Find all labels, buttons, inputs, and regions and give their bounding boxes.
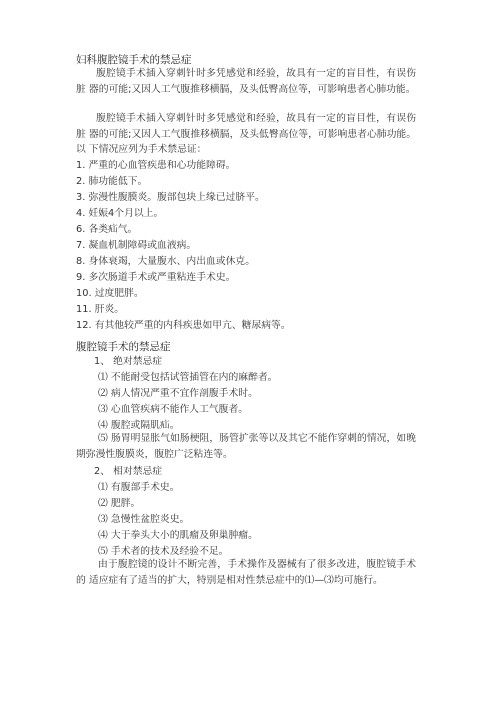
list-item: ⑸ 手术者的技术及经验不足。 [98, 546, 229, 557]
list-item: 1. 严重的心血管疾患和心功能障碍。 [76, 160, 236, 171]
list-item: 11. 肝炎。 [76, 304, 125, 315]
list-item: 2. 肺功能低下。 [76, 176, 148, 187]
closing-paragraph: 由于腹腔镜的设计不断完善，手术操作及器械有了很多改进，腹腔镜手术的 适应症有了适当的扩大，特别是相对性禁忌症中的⑴—⑶均可施行。 [76, 559, 416, 586]
list-item: 4. 妊娠4个月以上。 [76, 208, 164, 219]
list-item: ⑶ 心血管疾病不能作人工气腹者。 [98, 404, 249, 415]
section-2-title: 腹腔镜手术的禁忌症 [76, 341, 171, 353]
absolute-contraindication-heading: 1、 绝对禁忌症 [94, 356, 163, 367]
list-item: 12. 有其他较严重的内科疾患如甲亢、糖尿病等。 [76, 320, 291, 331]
list-item: ⑴ 有腹部手术史。 [98, 482, 180, 493]
list-item: ⑴ 不能耐受包括试管插管在内的麻醉者。 [98, 372, 278, 383]
list-item: ⑸ 肠胃明显胀气如肠梗阻，肠管扩张等以及其它不能作穿刺的情况，如晚 期弥漫性腹膜炎，腹腔广泛粘连等。 [76, 433, 416, 460]
section-1-paragraph-2: 腹腔镜手术插入穿刺针时多凭感觉和经验，故具有一定的盲目性，有误伤脏 器的可能;又因人工气腹推移横膈，及头低臀高位等，可影响患者心肺功能。以 下情况应列为手术禁忌证： [76, 113, 416, 155]
list-item: ⑷ 大于拳头大小的肌瘤及卵巢肿瘤。 [98, 530, 258, 541]
section-1-paragraph-1: 腹腔镜手术插入穿刺针时多凭感觉和经验，故具有一定的盲目性，有误伤脏 器的可能;又因人工气腹推移横膈，及头低臀高位等，可影响患者心肺功能。 [76, 68, 416, 95]
list-item: ⑷ 腹腔或隔肌疝。 [98, 420, 180, 431]
section-1-title: 妇科腹腔镜手术的禁忌症 [76, 54, 192, 66]
list-item: 7. 凝血机制障碍或血液病。 [76, 240, 197, 251]
list-item: ⑵ 肥胖。 [98, 498, 141, 509]
list-item: 3. 弥漫性腹膜炎。腹部包块上缘已过脐平。 [76, 192, 265, 203]
list-item: 9. 多次肠道手术或严重粘连手术史。 [76, 272, 236, 283]
list-item: 6. 各类疝气。 [76, 224, 138, 235]
relative-contraindication-heading: 2、 相对禁忌症 [94, 466, 163, 477]
list-item: ⑶ 急慢性盆腔炎史。 [98, 514, 190, 525]
list-item: 8. 身体衰竭，大量腹水、内出血或休克。 [76, 256, 256, 267]
list-item: ⑵ 病人情况严重不宜作剖腹手术时。 [98, 388, 258, 399]
list-item: 10. 过度肥胖。 [76, 288, 144, 299]
